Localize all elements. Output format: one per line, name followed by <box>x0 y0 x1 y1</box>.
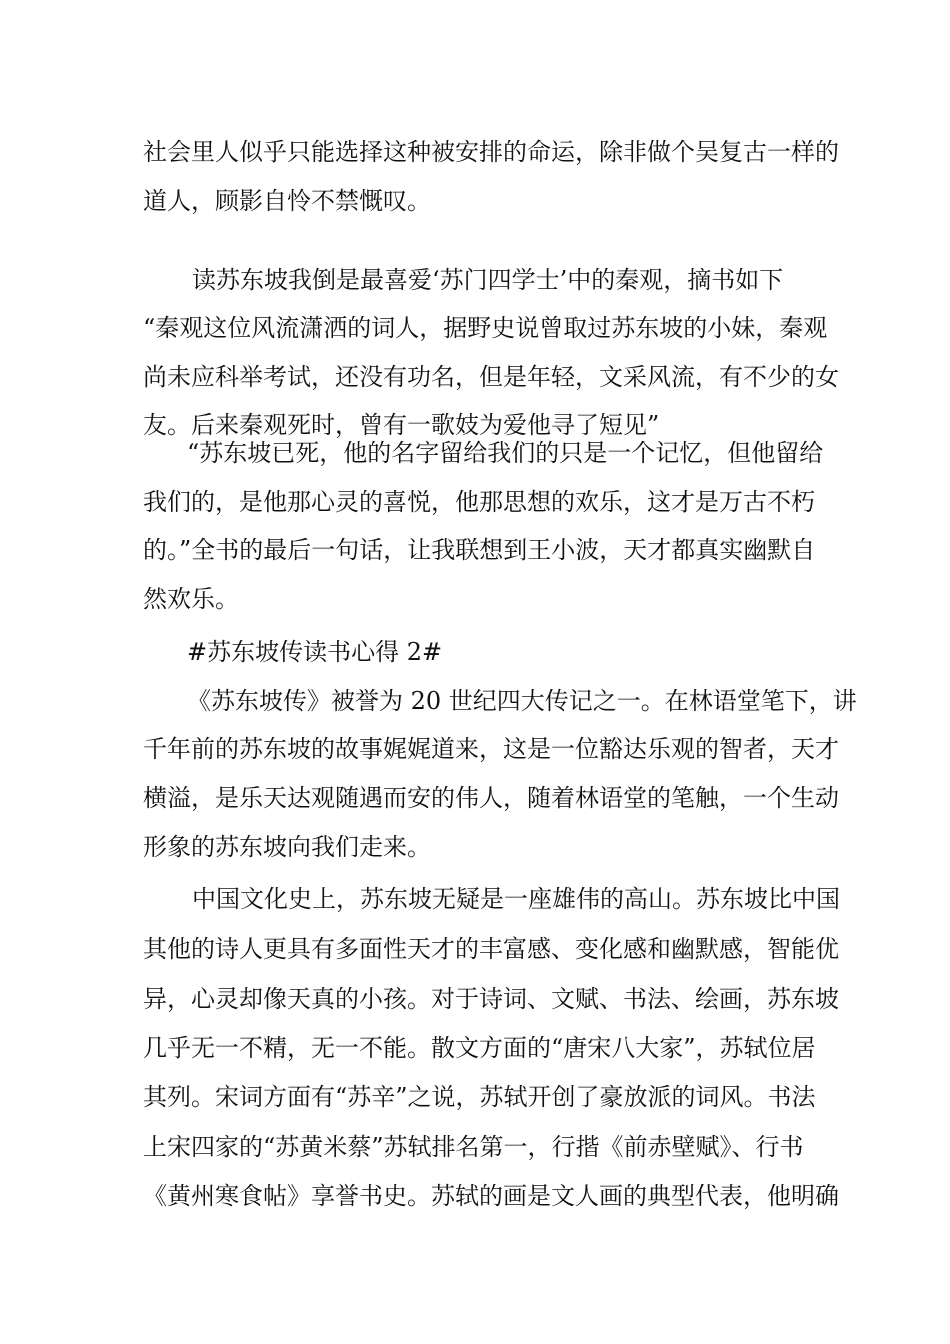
text-line: 《黄州寒食帖》享誉书史。苏轼的画是文人画的典型代表，他明确 <box>143 1182 839 1210</box>
text-line: “秦观这位风流潇洒的词人，据野史说曾取过苏东坡的小妹，秦观 <box>143 314 828 342</box>
text-line: 几乎无一不精，无一不能。散文方面的“唐宋八大家”，苏轼位居 <box>143 1034 816 1062</box>
text-line: 千年前的苏东坡的故事娓娓道来，这是一位豁达乐观的智者，天才 <box>143 735 839 763</box>
text-line: 其他的诗人更具有多面性天才的丰富感、变化感和幽默感，智能优 <box>143 935 839 963</box>
paragraph-first-line: “苏东坡已死，他的名字留给我们的只是一个记忆，但他留给 <box>187 439 824 467</box>
text-line: 形象的苏东坡向我们走来。 <box>143 833 431 861</box>
paragraph-first-line: 读苏东坡我倒是最喜爱‘苏门四学士’中的秦观，摘书如下 <box>192 266 784 294</box>
text-line: 友。后来秦观死时，曾有一歌妓为爱他寻了短见” <box>143 411 660 439</box>
text-line: 然欢乐。 <box>143 585 239 613</box>
text-line: 异，心灵却像天真的小孩。对于诗词、文赋、书法、绘画，苏东坡 <box>143 985 839 1013</box>
text-line: 上宋四家的“苏黄米蔡”苏轼排名第一，行揩《前赤壁赋》、行书 <box>143 1133 804 1161</box>
text-line: 道人，顾影自怜不禁慨叹。 <box>143 187 431 215</box>
paragraph-first-line: 中国文化史上，苏东坡无疑是一座雄伟的高山。苏东坡比中国 <box>192 885 840 913</box>
text-line: 的。”全书的最后一句话，让我联想到王小波，天才都真实幽默自 <box>143 536 816 564</box>
text-line: 社会里人似乎只能选择这种被安排的命运，除非做个吴复古一样的 <box>143 138 839 166</box>
text-line: 我们的，是他那心灵的喜悦，他那思想的欢乐，这才是万古不朽 <box>143 488 815 516</box>
text-line: 横溢，是乐天达观随遇而安的伟人，随着林语堂的笔触，一个生动 <box>143 784 839 812</box>
text-line: 其列。宋词方面有“苏辛”之说，苏轼开创了豪放派的词风。书法 <box>143 1083 816 1111</box>
paragraph-first-line: 《苏东坡传》被誉为 20 世纪四大传记之一。在林语堂笔下，讲 <box>187 687 857 715</box>
section-heading: #苏东坡传读书心得 2# <box>187 638 443 666</box>
text-line: 尚未应科举考试，还没有功名，但是年轻，文采风流，有不少的女 <box>143 363 839 391</box>
